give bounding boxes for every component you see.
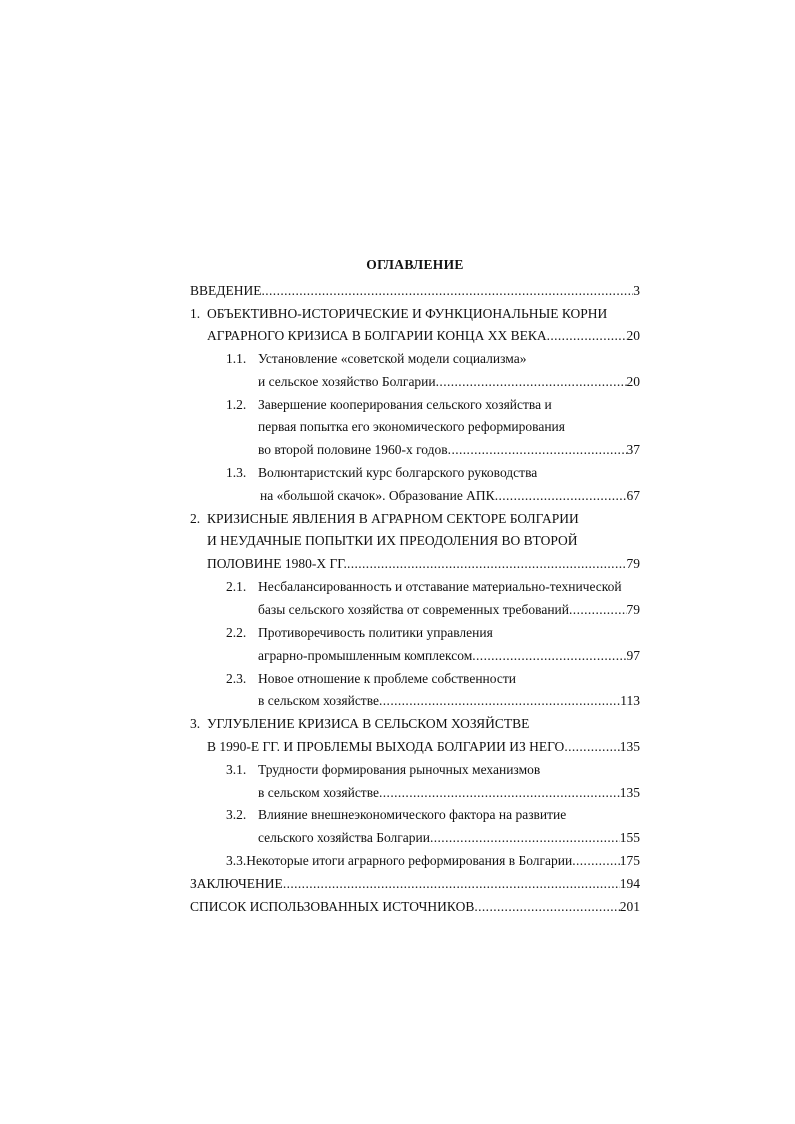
section-title: Волюнтаристский курс болгарского руководства — [258, 465, 538, 480]
section-number: 3.1. — [226, 762, 247, 777]
entry-text: СПИСОК ИСПОЛЬЗОВАННЫХ ИСТОЧНИКОВ — [190, 899, 475, 914]
section-number: 1.2. — [226, 397, 247, 412]
page-number: 37 — [626, 442, 640, 457]
page-number: 20 — [626, 328, 640, 343]
section-title-cont: в сельском хозяйстве — [258, 693, 379, 708]
toc-section-1-3-line2 — [260, 487, 640, 505]
section-number: 2.2. — [226, 625, 247, 640]
toc-section-3-1-line1 — [226, 761, 540, 779]
chapter-title: ОБЪЕКТИВНО-ИСТОРИЧЕСКИЕ И ФУНКЦИОНАЛЬНЫЕ КОРНИ — [207, 306, 608, 321]
section-title-cont: аграрно-промышленным комплексом — [258, 648, 473, 663]
page-number: 175 — [619, 853, 640, 868]
page-number: 97 — [626, 648, 640, 663]
section-title-cont: во второй половине 1960-х годов — [258, 442, 448, 457]
section-title-cont: на «большой скачок». Образование АПК — [260, 488, 495, 503]
section-title: Завершение кооперирования сельского хозяйства и — [258, 397, 552, 412]
toc-section-1-3-line1 — [226, 464, 537, 482]
chapter-number: 2. — [190, 511, 201, 526]
toc-section-2-2-line1 — [226, 624, 493, 642]
toc-entry-sources — [190, 898, 640, 916]
page-number: 67 — [626, 488, 640, 503]
section-title-cont: в сельском хозяйстве — [258, 785, 379, 800]
toc-chapter-3-line1 — [190, 715, 529, 733]
page-number: 20 — [626, 374, 640, 389]
section-number: 2.1. — [226, 579, 247, 594]
section-number: 1.3. — [226, 465, 247, 480]
section-title: Некоторые итоги аграрного реформирования в Болгарии — [246, 853, 573, 868]
entry-text: ЗАКЛЮЧЕНИЕ — [190, 876, 283, 891]
page-number: 135 — [619, 739, 640, 754]
toc-section-2-3-line2 — [258, 692, 640, 710]
chapter-title-cont: И НЕУДАЧНЫЕ ПОПЫТКИ ИХ ПРЕОДОЛЕНИЯ ВО ВТОРОЙ — [207, 533, 578, 548]
page-title: ОГЛАВЛЕНИЕ — [366, 257, 464, 272]
toc-section-1-2-line1 — [226, 396, 552, 414]
page-number: 79 — [626, 556, 640, 571]
section-title: Новое отношение к проблеме собственности — [258, 671, 516, 686]
toc-section-3-1-line2 — [258, 784, 640, 802]
toc-chapter-1-line1 — [190, 305, 607, 323]
section-title-cont: базы сельского хозяйства от современных требований — [258, 602, 570, 617]
section-title-cont: первая попытка его экономического реформирования — [258, 419, 565, 434]
page-number: 155 — [619, 830, 640, 845]
page-number: 194 — [619, 876, 640, 891]
section-title: Противоречивость политики управления — [258, 625, 493, 640]
section-number: 2.3. — [226, 671, 247, 686]
toc-section-3-3 — [226, 852, 640, 870]
section-title: Установление «советской модели социализма» — [258, 351, 527, 366]
toc-section-2-2-line2 — [258, 647, 640, 665]
section-title: Несбалансированность и отставание материально-технической — [258, 579, 622, 594]
section-number: 1.1. — [226, 351, 247, 366]
toc-entry-conclusion — [190, 875, 640, 893]
toc-section-3-2-line1 — [226, 806, 566, 824]
toc-chapter-1-line2 — [207, 327, 640, 345]
toc-section-1-2-line2 — [258, 418, 565, 436]
chapter-number: 3. — [190, 716, 201, 731]
toc-chapter-3-line2 — [207, 738, 640, 756]
toc-entry-intro — [190, 282, 640, 300]
page-number: 113 — [620, 693, 640, 708]
toc-section-2-1-line1 — [226, 578, 622, 596]
section-number: 3.3. — [226, 853, 247, 868]
chapter-title-cont: В 1990-Е ГГ. И ПРОБЛЕМЫ ВЫХОДА БОЛГАРИИ ИЗ НЕГО — [207, 739, 565, 754]
chapter-number: 1. — [190, 306, 201, 321]
page-number: 135 — [619, 785, 640, 800]
toc-section-1-2-line3 — [258, 441, 640, 459]
section-title: Влияние внешнеэкономического фактора на развитие — [258, 807, 567, 822]
toc-chapter-2-line1 — [190, 510, 579, 528]
section-title-cont: сельского хозяйства Болгарии — [258, 830, 430, 845]
page-number: 79 — [626, 602, 640, 617]
chapter-title-cont: ПОЛОВИНЕ 1980-Х ГГ. — [207, 556, 347, 571]
section-title: Трудности формирования рыночных механизмов — [258, 762, 541, 777]
chapter-title-cont: АГРАРНОГО КРИЗИСА В БОЛГАРИИ КОНЦА XX ВЕКА — [207, 328, 547, 343]
toc-chapter-2-line2 — [207, 532, 578, 550]
toc-section-2-1-line2 — [258, 601, 640, 619]
chapter-title: КРИЗИСНЫЕ ЯВЛЕНИЯ В АГРАРНОМ СЕКТОРЕ БОЛГАРИИ — [207, 511, 579, 526]
toc-section-2-3-line1 — [226, 670, 516, 688]
section-number: 3.2. — [226, 807, 247, 822]
page-number: 3 — [633, 283, 640, 298]
chapter-title: УГЛУБЛЕНИЕ КРИЗИСА В СЕЛЬСКОМ ХОЗЯЙСТВЕ — [207, 716, 530, 731]
toc-section-1-1-line2 — [258, 373, 640, 391]
toc-section-1-1-line1 — [226, 350, 526, 368]
toc-chapter-2-line3 — [207, 555, 640, 573]
entry-text: ВВЕДЕНИЕ — [190, 283, 262, 298]
toc-section-3-2-line2 — [258, 829, 640, 847]
page-number: 201 — [619, 899, 640, 914]
section-title-cont: и сельское хозяйство Болгарии — [258, 374, 436, 389]
